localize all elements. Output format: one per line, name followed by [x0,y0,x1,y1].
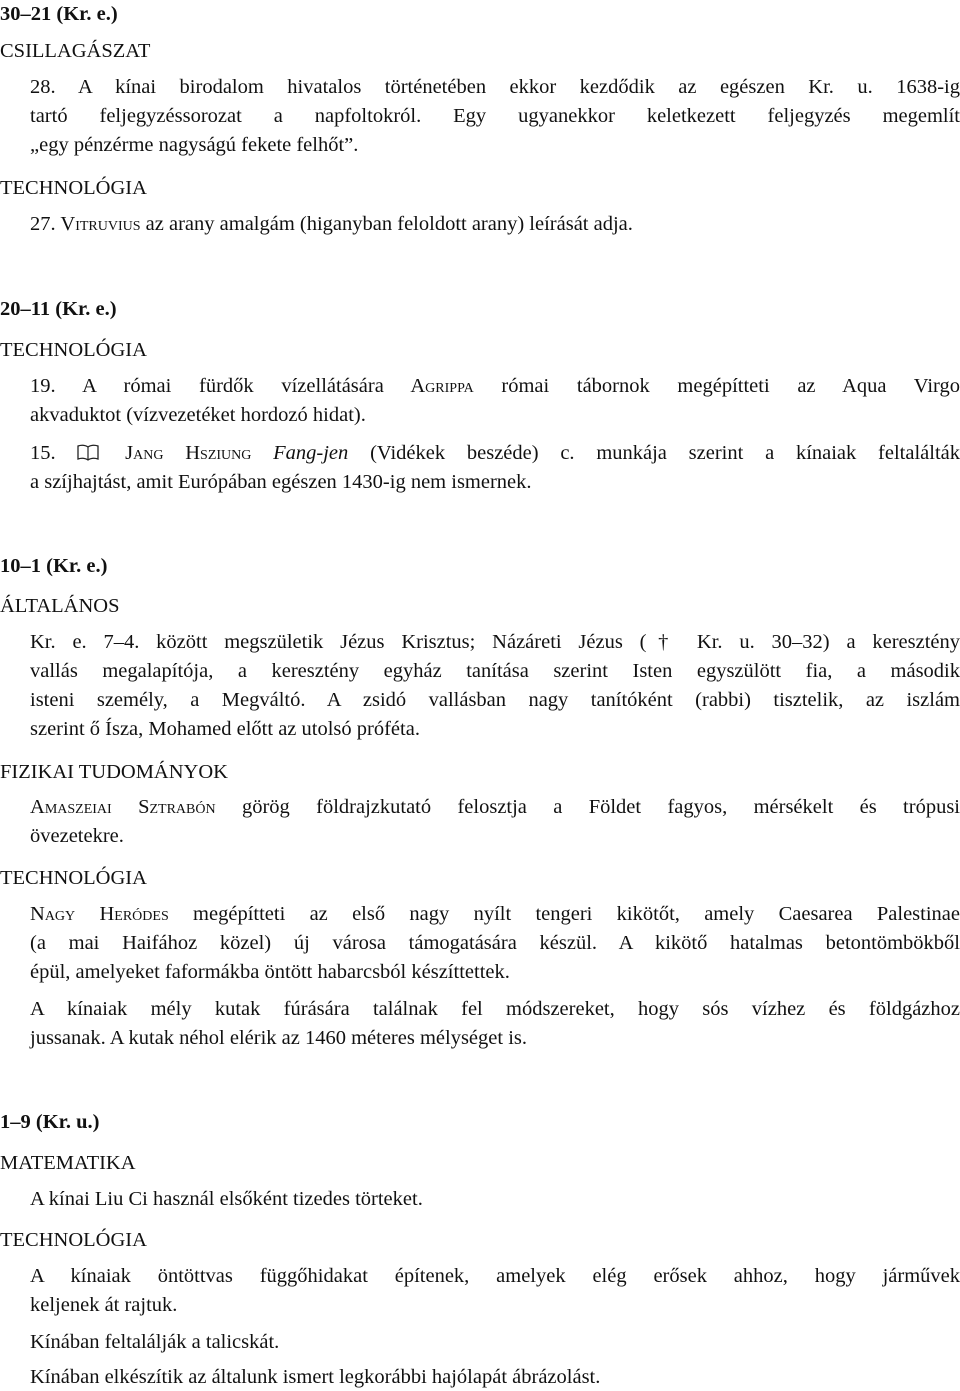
entry-line: (a mai Haifához közel) új városa támogatására készül. A kikötő hatalmas betontömbökből [30,932,960,954]
entry-line: Kínában elkészítik az általunk ismert legkorábbi hajólapát ábrázolást. [30,1366,601,1388]
category-heading: TECHNOLÓGIA [0,177,147,199]
entry-sztrabon: Amaszeiai Sztrabón görög földrajzkutató felosztja a Földet fagyos, mérsékelt és trópusi [30,796,960,818]
entry-line: tartó feljegyzéssorozat a napfoltokról. Egy ugyanekkor keletkezett feljegyzés megemlít [30,105,960,127]
category-heading: ÁLTALÁNOS [0,595,120,617]
entry-agrippa: 19. A római fürdők vízellátására Agrippa római tábornok megépítteti az Aqua Virgo [30,375,960,397]
category-heading: TECHNOLÓGIA [0,1229,147,1251]
entry-line: „egy pénzérme nagyságú fekete felhőt”. [30,134,359,156]
entry-text: az arany amalgám (higanyban feloldott arany) leírását adja. [145,213,633,235]
period-heading: 30–21 (Kr. e.) [0,3,118,25]
entry-vitruvius [30,214,633,235]
category-heading: MATEMATIKA [0,1152,136,1174]
entry-line: isteni személy, a Megváltó. A zsidó vallásban nagy tanítóként (rabbi) tisztelik, az iszlám [30,689,960,711]
entry-line: jussanak. A kutak néhol elérik az 1460 méteres mélységet is. [30,1027,527,1049]
entry-line: A kínaiak mély kutak fúrására találnak fel módszereket, hogy sós vízhez és földgázhoz [30,998,960,1020]
entry-line: A kínaiak öntöttvas függőhidakat építenek, amelyek elég erősek ahhoz, hogy járművek [30,1265,960,1287]
entry-herodes: Nagy Heródes megépítteti az első nagy nyílt tengeri kikötőt, amely Caesarea Palestinae [30,903,960,925]
book-title: Fang-jen [273,442,349,464]
entry-jesus: Kr. e. 7–4. között megszületik Jézus Krisztus; Názáreti Jézus († Kr. u. 30–32) a keresztény [30,631,960,653]
entry-line: Kínában feltalálják a talicskát. [30,1331,280,1353]
entry-line: a szíjhajtást, amit Európában egészen 1430-ig nem ismernek. [30,471,532,493]
entry-line: övezetekre. [30,825,124,847]
category-heading: CSILLAGÁSZAT [0,40,151,62]
person-name: Agrippa [410,375,474,397]
entry-jang-hsziung: 15. Jang Hsziung Fang-jen (Vidékek beszéde) c. munkája szerint a kínaiak feltalálták [30,442,960,464]
person-name: Vitruvius [60,213,141,235]
entry-line: A kínai Liu Ci használ elsőként tizedes törteket. [30,1188,423,1210]
period-heading: 10–1 (Kr. e.) [0,555,108,577]
entry-line: épül, amelyeket faformákba öntött habarcsból készíttettek. [30,961,510,983]
category-heading: TECHNOLÓGIA [0,339,147,361]
entry-line: keljenek át rajtuk. [30,1294,178,1316]
period-heading: 1–9 (Kr. u.) [0,1111,100,1133]
cross-symbol: † [646,631,681,653]
entry-line: vallás megalapítója, a keresztény egyház tanítása szerint Isten egyszülött fia, a második [30,660,960,682]
entry-line: akvaduktot (vízvezetéket hordozó hidat). [30,404,366,426]
category-heading: TECHNOLÓGIA [0,867,147,889]
entry-line: szerint ő Ísza, Mohamed előtt az utolsó próféta. [30,718,420,740]
person-name: Amaszeiai Sztrabón [30,796,216,818]
person-name: Nagy Heródes [30,903,169,925]
author-name: Jang Hsziung [125,442,252,464]
entry-number: 27. [30,213,56,235]
entry-line: 28. A kínai birodalom hivatalos történetében ekkor kezdődik az egészen Kr. u. 1638-ig [30,76,960,98]
category-heading: FIZIKAI TUDOMÁNYOK [0,761,228,783]
book-icon [77,443,103,464]
period-heading: 20–11 (Kr. e.) [0,298,117,320]
